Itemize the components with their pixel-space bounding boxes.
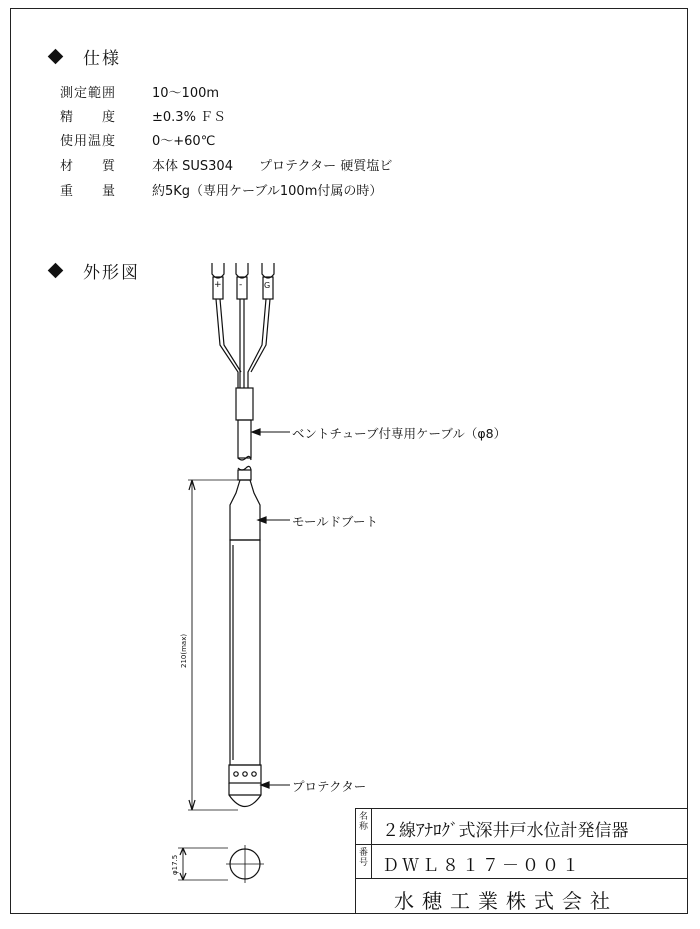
spec-label: 測定範囲: [60, 86, 117, 101]
wire-ground: [248, 299, 266, 388]
title-block-name-row: [356, 809, 688, 845]
spec-label: 使用温度: [60, 134, 117, 149]
wire-plus: [216, 299, 238, 388]
spec-label: 重 量: [60, 184, 117, 199]
spec-label: 材 質: [60, 159, 117, 174]
boot-callout: モールドブート: [292, 514, 379, 529]
spec-value: 10～100m: [152, 86, 220, 101]
mold-boot: [230, 480, 260, 540]
title-block: [355, 808, 688, 914]
terminal-label-ground: G: [264, 281, 271, 290]
spec-label: 精 度: [60, 110, 117, 125]
drawing-number: ＤＷＬ８１７－００１: [382, 856, 582, 876]
number-tag: 番号: [356, 845, 372, 878]
product-name: ２線ｱﾅﾛｸﾞ式深井戸水位計発信器: [382, 821, 629, 841]
title-block-number-row: [356, 845, 688, 879]
shrink-sleeve: [236, 388, 253, 420]
spec-heading-text: 仕様: [83, 49, 121, 69]
name-tag: 名称: [356, 809, 372, 844]
diameter-dimension-text: φ17.5: [171, 854, 179, 875]
terminal-label-minus: -: [239, 280, 243, 290]
sensor-body: [230, 540, 260, 765]
cable-callout: ベントチューブ付専用ケーブル（φ8）: [292, 426, 507, 441]
protector-callout: プロテクター: [292, 779, 367, 794]
company-name: 水穂工業株式会社: [394, 889, 618, 913]
spec-value: 約5Kg（専用ケーブル100m付属の時）: [152, 184, 383, 199]
spec-value: ±0.3% ＦＳ: [152, 110, 227, 125]
spec-value: 本体 SUS304 プロテクター 硬質塩ビ: [152, 159, 393, 174]
length-dimension-text: 210(max): [180, 633, 188, 668]
drawing-heading-text: 外形図: [83, 263, 140, 283]
spec-value: 0～+60℃: [152, 134, 216, 149]
terminal-label-plus: +: [214, 280, 222, 290]
vent-cable: [238, 420, 251, 458]
title-block-company-row: [356, 879, 688, 915]
